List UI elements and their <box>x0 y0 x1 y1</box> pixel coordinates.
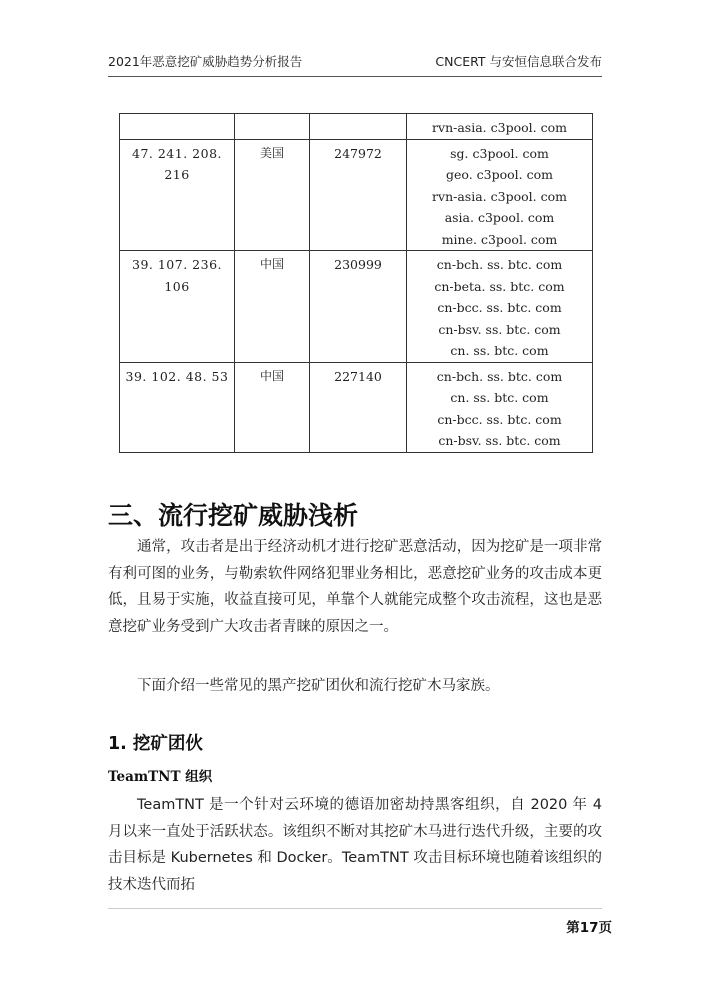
country-cell: 中国 <box>235 362 310 452</box>
ip-cell: 39. 107. 236. 106 <box>120 251 235 363</box>
pool-domain: rvn-asia. c3pool. com <box>432 120 567 135</box>
country-cell: 美国 <box>235 139 310 251</box>
pool-domain: geo. c3pool. com <box>446 167 553 182</box>
pool-domain: cn-bch. ss. btc. com <box>436 368 563 384</box>
table-row <box>120 362 593 452</box>
pools-cell <box>407 114 593 140</box>
country-cell <box>235 114 310 140</box>
pool-domain: cn-bsv. ss. btc. com <box>438 321 561 337</box>
group-title: TeamTNT 组织 <box>108 769 213 785</box>
ip-cell: 39. 102. 48. 53 <box>120 362 235 452</box>
table-row <box>120 114 593 140</box>
ip-cell: 47. 241. 208. 216 <box>120 139 235 251</box>
country-cell: 中国 <box>235 251 310 363</box>
pool-domain: rvn-asia. c3pool. com <box>432 188 567 204</box>
pools-cell <box>407 251 593 363</box>
pools-cell <box>407 362 593 452</box>
intro-paragraph: 通常，攻击者是出于经济动机才进行挖矿恶意活动，因为挖矿是一项非常有利可图的业务，与勒索软件网络犯罪业务相比，恶意挖矿业务的攻击成本更低，且易于实施，收益直接可见，单靠个人就能完成整个攻击流程，这也是恶意挖矿业务受到广大攻击者青睐的原因之一。 <box>108 539 602 635</box>
pool-domain: sg. c3pool. com <box>450 145 549 161</box>
count-cell <box>310 114 407 140</box>
subsection-title: 1. 挖矿团伙 <box>108 734 203 754</box>
overview-paragraph: 下面介绍一些常见的黑产挖矿团伙和流行挖矿木马家族。 <box>137 678 500 694</box>
pool-domain: cn-bsv. ss. btc. com <box>438 433 561 448</box>
pool-domain: mine. c3pool. com <box>441 231 558 247</box>
footer-divider <box>108 908 602 909</box>
group-paragraph: TeamTNT 是一个针对云环境的德语加密劫持黑客组织，自 2020 年 4 月以来一直处于活跃状态。该组织不断对其挖矿木马进行迭代升级，主要的攻击目标是 Kubernetes 和 Docker。TeamTNT 攻击目标环境也随着该组织的技术迭代而拓 <box>108 797 602 893</box>
pool-domain: asia. c3pool. com <box>444 210 555 225</box>
ip-pool-table <box>119 113 593 453</box>
section-title: 三、流行挖矿威胁浅析 <box>108 501 359 530</box>
header-publisher: CNCERT 与安恒信息联合发布 <box>435 54 602 69</box>
ip-cell <box>120 114 235 140</box>
count-cell: 247972 <box>310 139 407 251</box>
table-row <box>120 251 593 363</box>
pool-domain: cn-beta. ss. btc. com <box>434 278 565 294</box>
pool-domain: cn. ss. btc. com <box>450 343 549 358</box>
page-number: 第17页 <box>566 920 612 936</box>
pool-domain: cn. ss. btc. com <box>450 390 549 405</box>
pool-domain: cn-bcc. ss. btc. com <box>437 411 562 427</box>
header-report-title: 2021年恶意挖矿威胁趋势分析报告 <box>108 54 303 69</box>
count-cell: 230999 <box>310 251 407 363</box>
page-header <box>108 50 602 72</box>
pool-domain: cn-bch. ss. btc. com <box>436 257 563 272</box>
count-cell: 227140 <box>310 362 407 452</box>
pool-domain: cn-bcc. ss. btc. com <box>437 300 562 315</box>
pools-cell <box>407 139 593 251</box>
header-divider <box>108 76 602 77</box>
table-row <box>120 139 593 251</box>
